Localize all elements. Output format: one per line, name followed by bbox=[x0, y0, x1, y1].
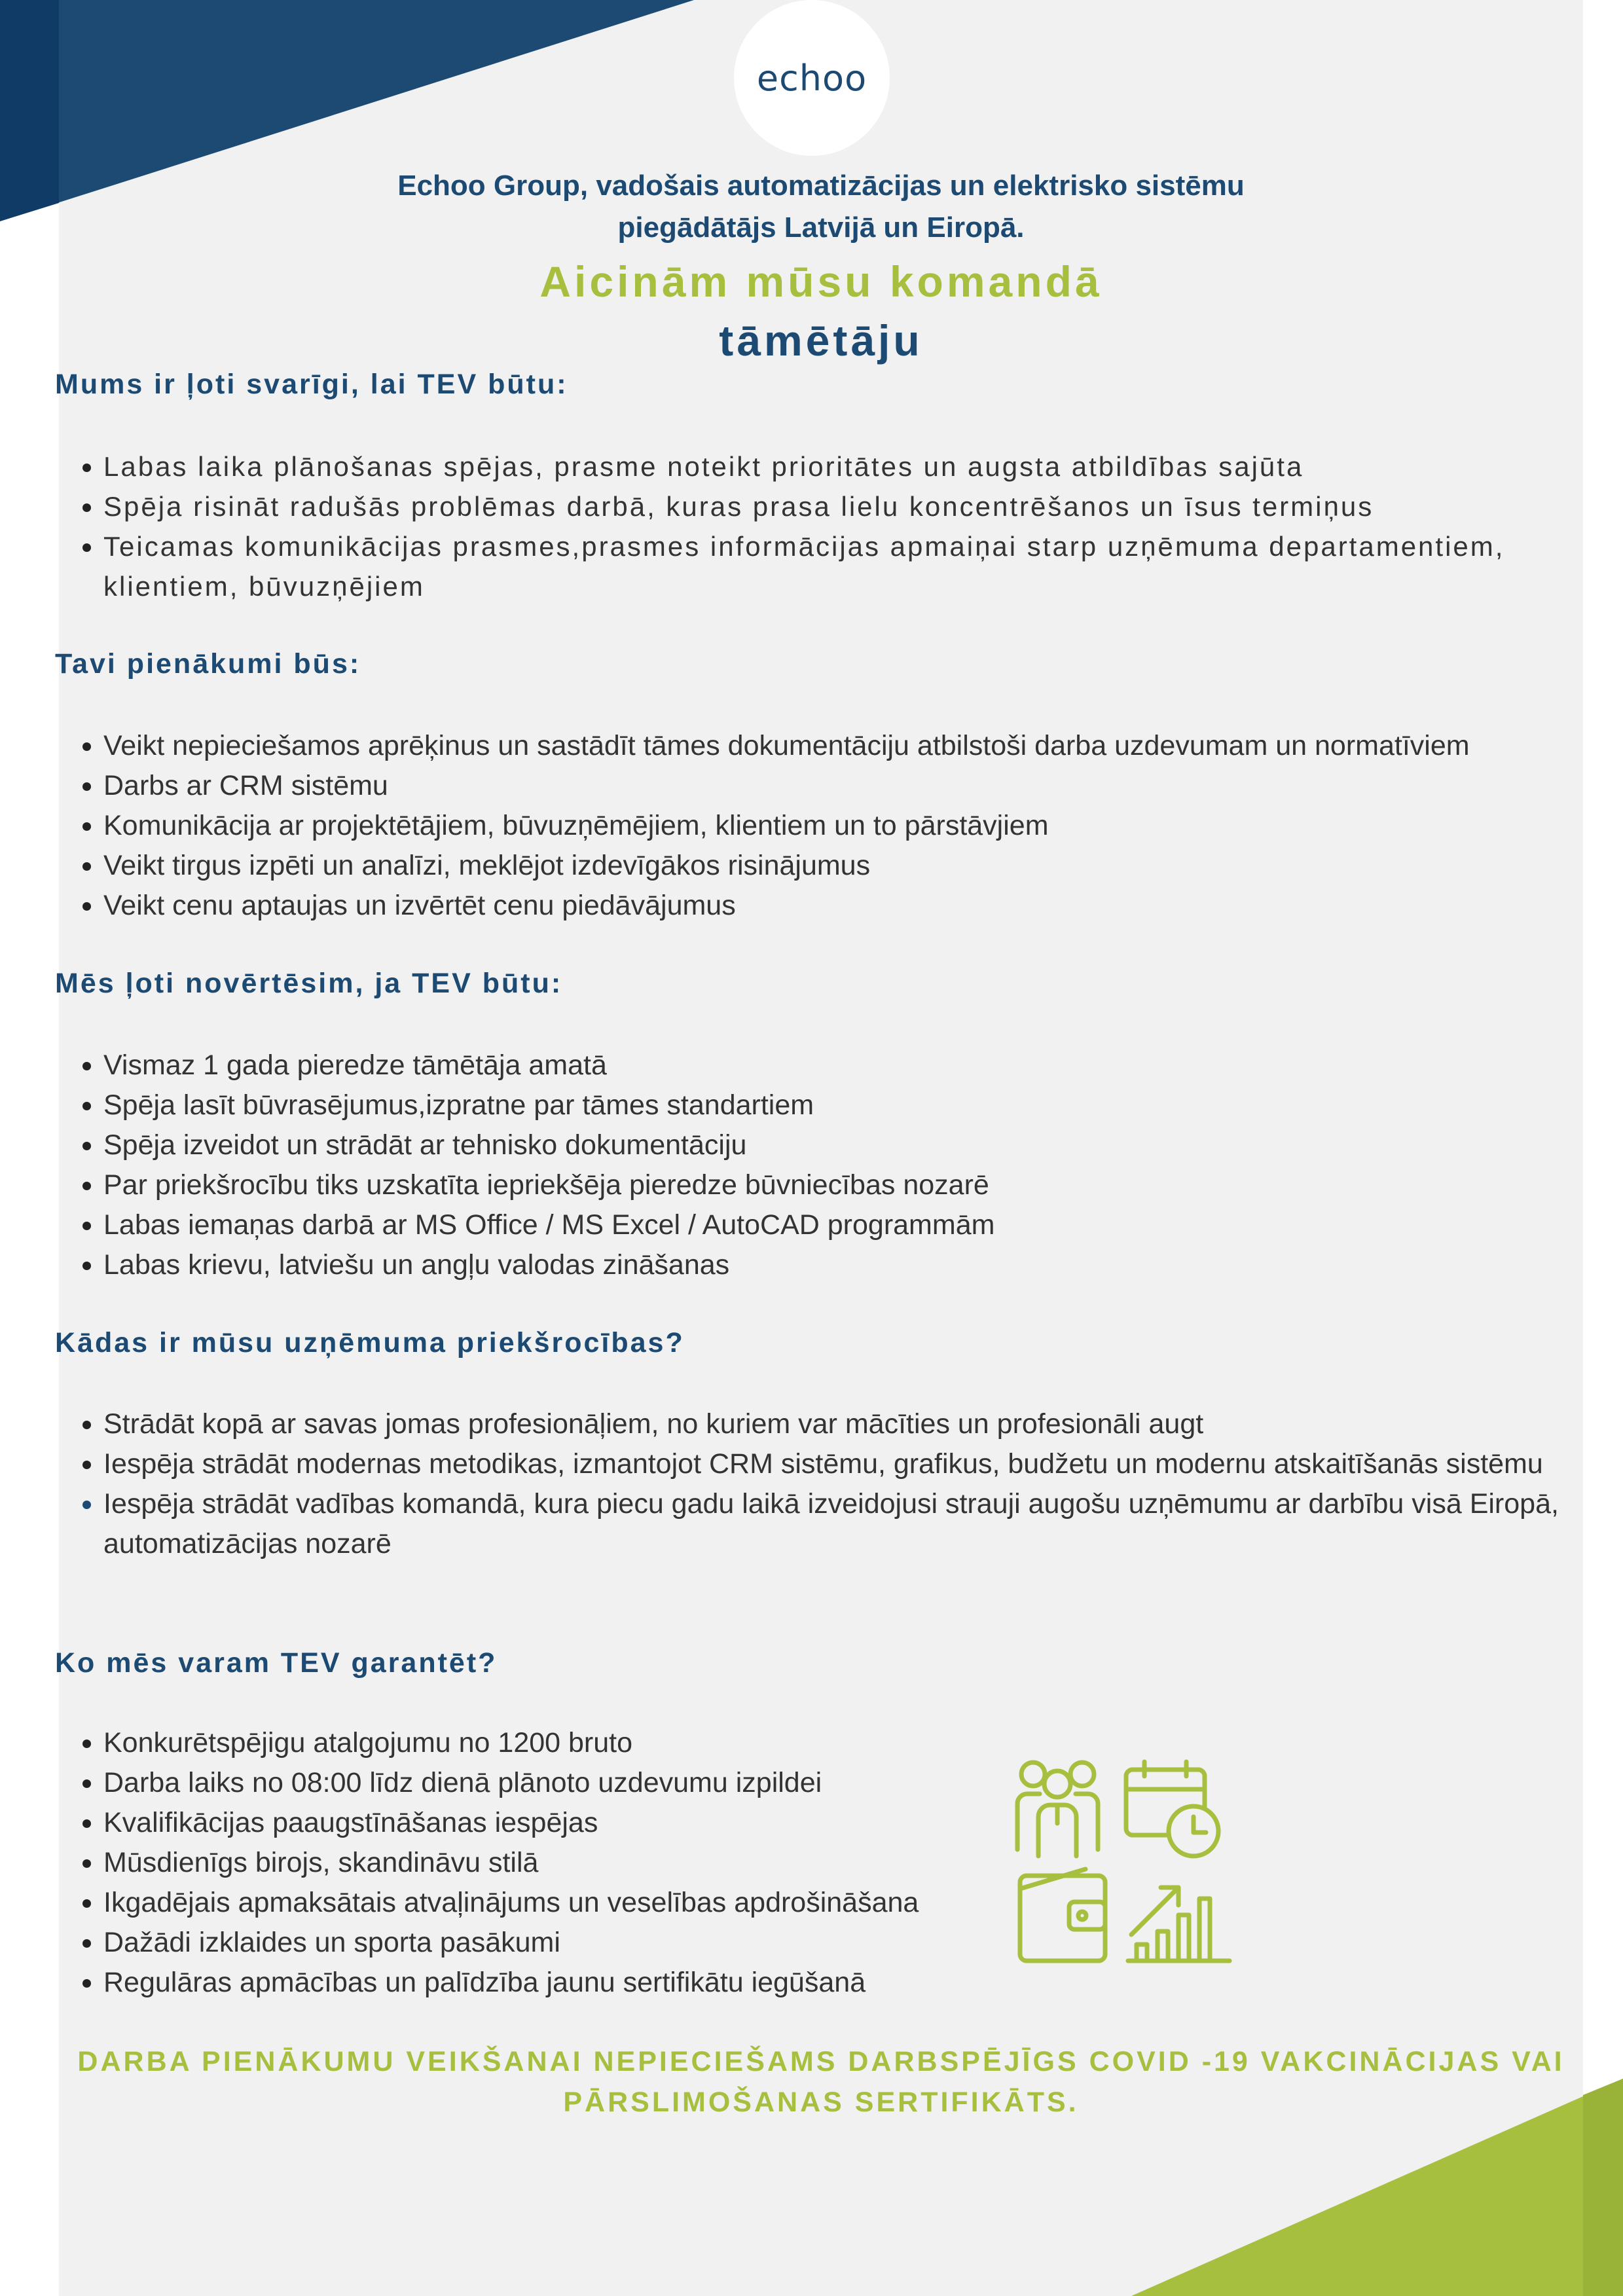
top-left-dark-strip bbox=[0, 0, 59, 221]
list-item: • Spēja izveidot un strādāt ar tehnisko dokumentāciju bbox=[103, 1125, 1577, 1165]
job-title: tāmētāju bbox=[719, 316, 923, 365]
list-item: • Dažādi izklaides un sporta pasākumi bbox=[103, 1923, 1020, 1963]
advantages-list bbox=[65, 1404, 1577, 1564]
list-item: • Regulāras apmācības un palīdzība jaunu sertifikātu iegūšanā bbox=[103, 1963, 1020, 2003]
invite-heading: Aicinām mūsu komandā bbox=[539, 257, 1103, 306]
list-item: • Spēja lasīt būvrasējumus,izpratne par tāmes standartiem bbox=[103, 1085, 1577, 1125]
team-icon bbox=[1017, 1762, 1098, 1856]
requirements-list bbox=[65, 446, 1577, 606]
list-item: • Labas iemaņas darbā ar MS Office / MS Excel / AutoCAD programmām bbox=[103, 1205, 1577, 1245]
list-item: • Konkurētspējigu atalgojumu no 1200 bruto bbox=[103, 1723, 1020, 1763]
intro-line-2: piegādātājs Latvijā un Eiropā. bbox=[617, 211, 1025, 244]
list-item: • Mūsdienīgs birojs, skandināvu stilā bbox=[103, 1843, 1020, 1883]
list-item: • Strādāt kopā ar savas jomas profesionāļiem, no kuriem var mācīties un profesionāli augt bbox=[103, 1404, 1577, 1444]
list-item: • Darba laiks no 08:00 līdz dienā plānoto uzdevumu izpildei bbox=[103, 1763, 1020, 1803]
bottom-right-green-strip bbox=[1583, 2079, 1623, 2296]
list-item: • Vismaz 1 gada pieredze tāmētāja amatā bbox=[103, 1046, 1577, 1085]
covid-notice bbox=[59, 2041, 1583, 2123]
list-item: • Ikgadējais apmaksātais atvaļinājums un veselības apdrošināšana bbox=[103, 1883, 1020, 1923]
benefit-icons bbox=[1013, 1758, 1236, 1967]
list-item: • Komunikācija ar projektētājiem, būvuzņēmējiem, klientiem un to pārstāvjiem bbox=[103, 806, 1577, 846]
echoo-logo: echoo bbox=[756, 57, 867, 99]
list-item: • Labas krievu, latviešu un angļu valodas zināšanas bbox=[103, 1245, 1577, 1285]
section-heading-guarantees: Ko mēs varam TEV garantēt? bbox=[55, 1647, 498, 1679]
intro-line-1: Echoo Group, vadošais automatizācijas un elektrisko sistēmu bbox=[397, 170, 1245, 202]
list-item: • Par priekšrocību tiks uzskatīta iepriekšēja pieredze būvniecības nozarē bbox=[103, 1165, 1577, 1205]
preferred-list bbox=[65, 1046, 1577, 1285]
calendar-clock-icon bbox=[1126, 1762, 1218, 1856]
covid-notice-line-1: DARBA PIENĀKUMU VEIKŠANAI NEPIECIEŠAMS DARBSPĒJĪGS COVID -19 VAKCINĀCIJAS VAI bbox=[77, 2046, 1565, 2077]
list-item: • Darbs ar CRM sistēmu bbox=[103, 766, 1577, 806]
wallet-icon bbox=[1020, 1869, 1105, 1961]
list-item: • Veikt tirgus izpēti un analīzi, meklējot izdevīgākos risinājumus bbox=[103, 846, 1577, 886]
duties-list bbox=[65, 726, 1577, 926]
section-heading-requirements: Mums ir ļoti svarīgi, lai TEV būtu: bbox=[55, 369, 568, 400]
list-item: • Iespēja strādāt modernas metodikas, izmantojot CRM sistēmu, grafikus, budžetu un modernu atskaitīšanās sistēmu bbox=[103, 1444, 1577, 1484]
guarantees-list bbox=[65, 1723, 1020, 2003]
intro-text bbox=[59, 165, 1583, 249]
section-heading-preferred: Mēs ļoti novērtēsim, ja TEV būtu: bbox=[55, 968, 563, 999]
logo-badge bbox=[734, 0, 890, 156]
covid-notice-line-2: PĀRSLIMOŠANAS SERTIFIKĀTS. bbox=[563, 2086, 1079, 2118]
section-heading-advantages: Kādas ir mūsu uzņēmuma priekšrocības? bbox=[55, 1327, 685, 1358]
list-item: • Iespēja strādāt vadības komandā, kura piecu gadu laikā izveidojusi strauji augošu uzņēmumu ar darbību visā Eiropā, automatizācijas nozarē bbox=[103, 1484, 1577, 1564]
list-item: • Veikt nepieciešamos aprēķinus un sastādīt tāmes dokumentāciju atbilstoši darba uzdevumam un normatīviem bbox=[103, 726, 1577, 766]
section-heading-duties: Tavi pienākumi būs: bbox=[55, 648, 361, 680]
growth-chart-icon bbox=[1128, 1887, 1230, 1961]
list-item: • Spēja risināt radušās problēmas darbā, kuras prasa lielu koncentrēšanos un īsus termiņus bbox=[103, 486, 1577, 526]
list-item: • Labas laika plānošanas spējas, prasme noteikt prioritātes un augsta atbildības sajūta bbox=[103, 446, 1577, 486]
list-item: • Kvalifikācijas paaugstīnāšanas iespējas bbox=[103, 1803, 1020, 1843]
list-item: • Teicamas komunikācijas prasmes,prasmes informācijas apmaiņai starp uzņēmuma departamentiem, klientiem, būvuzņējiem bbox=[103, 526, 1577, 606]
list-item: • Veikt cenu aptaujas un izvērtēt cenu piedāvājumus bbox=[103, 886, 1577, 926]
